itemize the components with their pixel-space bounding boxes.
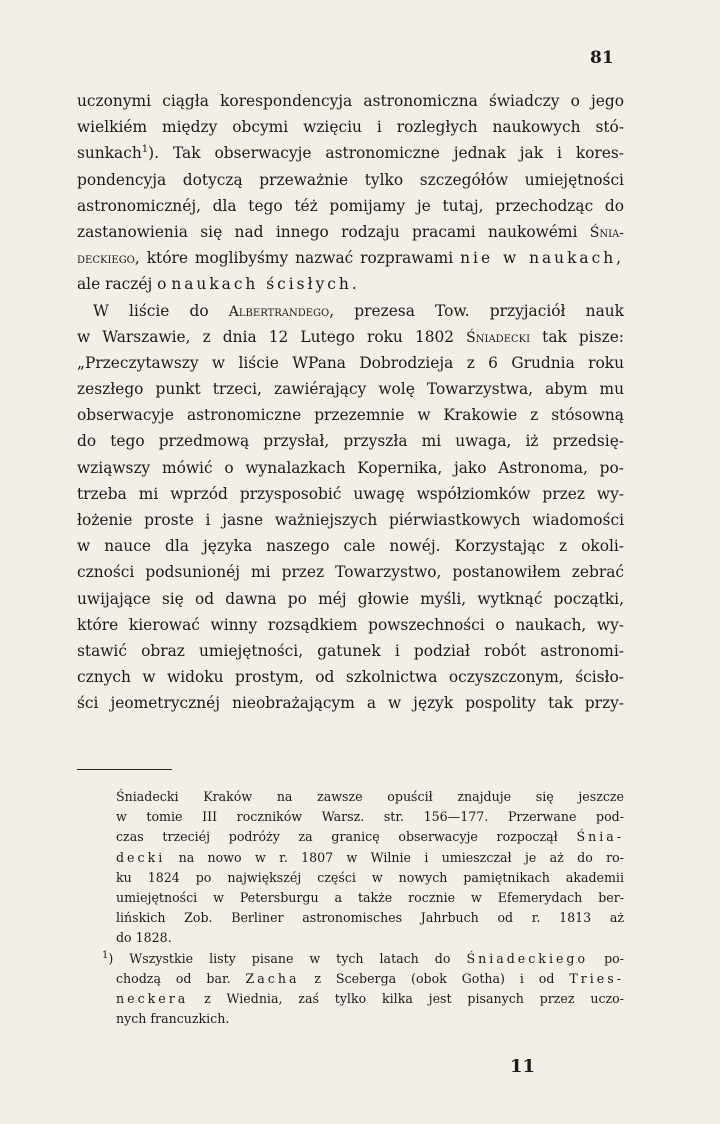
text-line [77,428,624,454]
spaced-emphasis: Zacha [245,970,300,986]
text-run: obserwacyje astronomiczne przezemnie w Krakowie z stósowną [77,406,624,425]
footnote-line [102,908,624,928]
text-line [77,324,624,350]
text-run: lińskich Zob. Berliner astronomisches Jahrbuch od r. 1813 aż [116,910,624,926]
text-run: sunkach [77,144,142,163]
text-line [77,88,624,114]
text-run: czas trzeciéj podróży za granicę obserwacyje rozpoczął [116,829,558,845]
footnote-line [102,969,624,989]
text-run: ). Tak obserwacyje astronomiczne jednak jak i kores- [148,144,624,163]
text-line [77,664,624,690]
text-line [77,507,624,533]
text-line [77,455,624,481]
text-run: ku 1824 po największéj części w nowych pamiętnikach akademii [116,869,624,885]
text-run: uwijające się od dawna po méj głowie myśli, wytknąć początki, [77,589,624,608]
text-run: „Przeczytawszy w liście WPana Dobrodzieja z 6 Grudnia roku [77,353,624,372]
text-run: W liście do [93,301,209,320]
footnote-line [102,807,624,827]
text-run: w tomie III roczników Warsz. str. 156—177. Przerwane pod- [116,809,624,825]
text-run: w nauce dla języka naszego cale nowéj. Korzystając z okoli- [77,537,624,556]
text-run: na nowo w r. 1807 w Wilnie i umieszczał je aż do ro- [178,849,624,865]
text-run: czności podsunionéj mi przez Towarzystwo, postanowiłem zebrać [77,563,624,582]
text-line [77,612,624,638]
footnote-line [102,928,624,948]
footnote-line [102,787,624,807]
text-line [77,690,624,716]
text-line [77,167,624,193]
text-run: wziąwszy mówić o wynalazkach Kopernika, jako Astronoma, po- [77,458,624,477]
spaced-emphasis: Tries- [569,970,624,986]
text-run: stawić obraz umiejętności, gatunek i podział robót astronomi- [77,641,624,660]
text-run: ) Wszystkie listy pisane w tych latach do [108,950,451,966]
text-run: , prezesa Tow. przyjaciół nauk [329,301,624,320]
text-run: ale raczéj o [77,275,167,294]
printer-signature-mark: 11 [510,1056,536,1077]
text-run: w Warszawie, z dnia 12 Lutego roku 1802 [77,327,455,346]
small-caps-name: Śniadecki [466,329,531,346]
text-run: trzeba mi wprzód przysposobić uwagę współziomków przez wy- [77,484,624,503]
text-line [77,219,624,245]
spaced-emphasis: neckera [116,990,189,1006]
text-line [77,402,624,428]
text-line [77,114,624,140]
text-run: wielkiém między obcymi wzięciu i rozległych naukowych stó- [77,118,624,137]
text-line [77,271,624,297]
spaced-emphasis: Śnia- [576,829,624,845]
text-run: , które moglibyśmy nazwać rozprawami [134,249,454,268]
text-run: astronomicznéj, dla tego téż pomijamy je tutaj, przechodząc do [77,196,624,215]
footnote-ref: 1 [141,144,149,156]
text-run: łożenie proste i jasne ważniejszych piérwiastkowych wiadomości [77,511,624,529]
spaced-emphasis: decki [116,849,166,865]
text-line [77,245,624,271]
text-run: zastanowienia się nad innego rodzaju pracami naukowémi [77,222,578,241]
footnote-line [102,1009,624,1029]
spaced-emphasis: nie w naukach, [460,249,624,268]
spaced-emphasis: naukach ścisłych. [171,275,360,294]
text-line [77,481,624,507]
text-run: do 1828. [116,930,172,946]
text-line [77,586,624,612]
small-caps-name: Śnia- [589,224,624,241]
text-run: tak pisze: [542,327,624,346]
footnote-line [102,989,624,1009]
text-line [77,193,624,219]
text-run: umiejętności w Petersburgu a także rocznie w Efemerydach ber- [116,889,624,905]
text-run: które kierować winny rozsądkiem powszechności o naukach, wy- [77,615,624,634]
text-run: do tego przedmową przysłał, przyszła mi uwaga, iż przedsię- [77,432,624,451]
text-run: po- [604,950,624,966]
text-run: zeszłego punkt trzeci, zawiérający wolę Towarzystwa, abym mu [77,380,624,399]
text-run: Śniadecki Kraków na zawsze opuścił znajduje się jeszcze [116,789,624,804]
main-text [77,88,624,717]
text-line [77,559,624,585]
footnote-marker: 1 [102,949,109,961]
text-line [77,140,624,166]
text-run: z Wiednia, zaś tylko kilka jest pisanych przez uczo- [204,990,624,1006]
text-run: cznych w widoku prostym, od szkolnictwa oczyszczonym, ścisło- [77,668,624,687]
text-run: uczonymi ciągła korespondencyja astronomiczna świadczy o jego [77,92,624,110]
footnotes [102,787,624,1029]
small-caps-name: deckiego [77,251,135,268]
text-line [77,533,624,559]
footnote-line [102,888,624,908]
text-run: pondencyja dotyczą przeważnie tylko szczegółów umiejętności [77,170,624,189]
page-number: 81 [590,48,614,68]
text-run: ści jeometrycznéj nieobrażającym a w język pospolity tak przy- [77,694,624,713]
spaced-emphasis: Śniadeckiego [466,950,589,966]
small-caps-name: Albertrandego [228,303,330,320]
text-run: chodzą od bar. [116,970,231,986]
text-run: nych francuzkich. [116,1011,230,1027]
text-line [77,376,624,402]
footnote-line [102,868,624,888]
text-line [77,298,624,324]
footnote-line [102,848,624,868]
footnote-line [102,949,624,969]
text-line [77,638,624,664]
footnote-divider [77,769,172,770]
footnote-line [102,827,624,847]
text-run: z Sceberga (obok Gotha) i od [314,970,555,986]
text-line [77,350,624,376]
